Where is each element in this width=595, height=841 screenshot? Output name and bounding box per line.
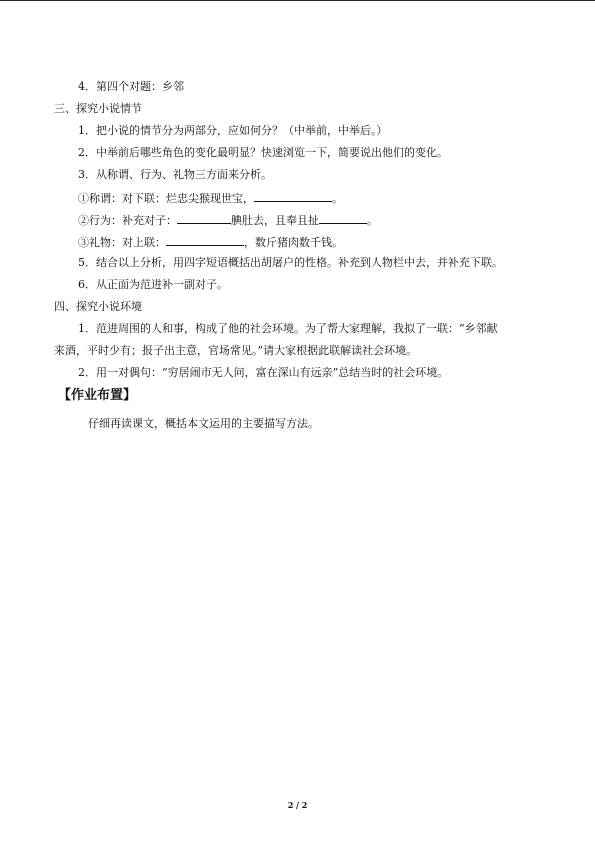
page-top-rule — [0, 0, 595, 1]
environment-question-2: 2．用一对偶句：“穷居闹市无人问，富在深山有远亲”总结当时的社会环境。 — [78, 366, 449, 379]
gift-analysis-text: ③礼物：对上联： — [78, 236, 166, 249]
plot-question-3: 3．从称谓、行为、礼物三方面来分析。 — [78, 168, 272, 181]
homework-heading: 【作业布置】 — [58, 388, 137, 403]
behavior-analysis-mid: 腆肚去，且奉且扯 — [231, 214, 319, 227]
plot-question-5: 5．结合以上分析，用四字短语概括出胡屠户的性格。补充到人物栏中去，并补充下联。 — [78, 256, 503, 269]
section-environment-heading: 四、探究小说环境 — [54, 300, 142, 313]
behavior-answer-blank-1[interactable] — [177, 212, 231, 224]
title-analysis-text: ①称谓：对下联：烂忠尖猴现世宝， — [78, 192, 254, 205]
gift-analysis-end: ，数斤猪肉数千钱。 — [244, 236, 343, 249]
behavior-answer-blank-2[interactable] — [319, 212, 367, 224]
title-analysis-end: 。 — [332, 192, 343, 205]
behavior-analysis-line — [78, 212, 578, 228]
homework-text: 仔细再读课文，概括本文运用的主要描写方法。 — [88, 417, 319, 430]
page-number: 2 / 2 — [287, 800, 308, 810]
plot-question-2: 2．中举前后哪些角色的变化最明显？快速浏览一下，简要说出他们的变化。 — [78, 146, 448, 159]
behavior-analysis-end: 。 — [367, 214, 378, 227]
section-plot-heading: 三、探究小说情节 — [54, 102, 142, 115]
neighbor-couplet-item: 4．第四个对题：乡邻 — [78, 80, 184, 93]
title-analysis-line — [78, 190, 578, 206]
environment-question-1a: 1．范进周围的人和事，构成了他的社会环境。为了帮大家理解，我拟了一联：“乡邻献 — [78, 322, 498, 335]
title-answer-blank[interactable] — [254, 190, 332, 202]
behavior-analysis-text: ②行为：补充对子： — [78, 214, 177, 227]
plot-question-6: 6．从正面为范进补一副对子。 — [78, 278, 228, 291]
gift-answer-blank[interactable] — [166, 234, 244, 246]
environment-question-1b: 来酒，平时少有；报子出主意，官场常见。”请大家根据此联解读社会环境。 — [54, 344, 418, 357]
gift-analysis-line — [78, 234, 578, 250]
plot-question-1: 1．把小说的情节分为两部分，应如何分？（中举前，中举后。） — [78, 124, 388, 137]
